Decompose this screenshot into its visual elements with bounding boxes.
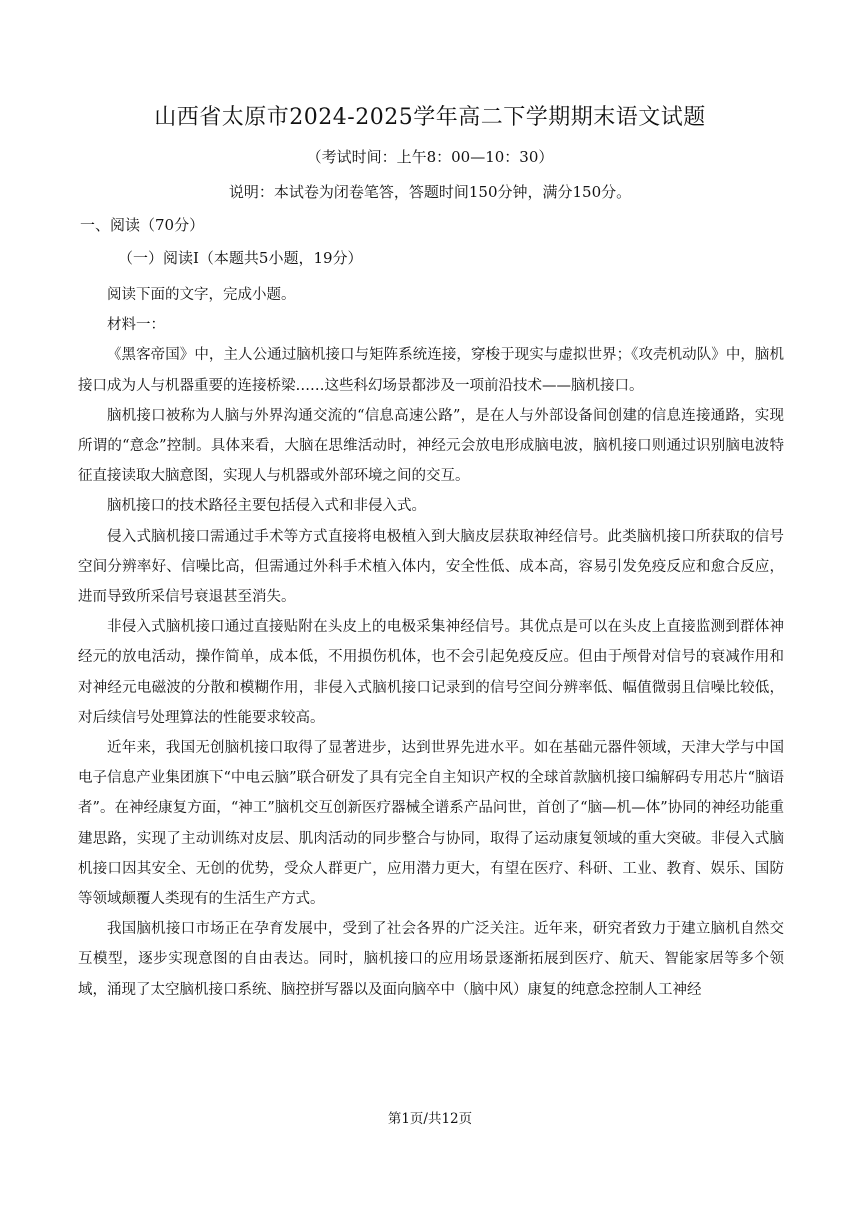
material-label: 材料一： xyxy=(107,317,165,334)
subsection-heading: （一）阅读Ⅰ（本题共5小题，19分） xyxy=(118,249,363,267)
instruction-paragraph: 阅读下面的文字，完成小题。 xyxy=(107,287,296,303)
passage-paragraph: 近年来，我国无创脑机接口取得了显著进步，达到世界先进水平。如在基础元器件领域，天津大学与中国电子信息产业集团旗下“中电云脑”联合研发了具有完全自主知识产权的全球首款脑机接口编解码专用芯片“脑语者”。在神经康复方面，“神工”脑机交互创新医疗器械全谱系产品问世，首创了“脑—机—体”协同的神经功能重建思路，实现了主动训练对皮层、肌肉活动的同步整合与协同，取得了运动康复领域的重大突破。非侵入式脑机接口因其安全、无创的优势，受众人群更广，应用潜力更大，有望在医疗、科研、工业、教育、娱乐、国防等领域颠覆人类现有的生活生产方式。 xyxy=(78,740,784,908)
passage-paragraph: 脑机接口的技术路径主要包括侵入式和非侵入式。 xyxy=(107,498,426,515)
passage-paragraph: 脑机接口被称为人脑与外界沟通交流的“信息高速公路”，是在人与外部设备间创建的信息连接通路，实现所谓的“意念”控制。具体来看，大脑在思维活动时，神经元会放电形成脑电波，脑机接口则通过识别脑电波特征直接读取大脑意图，实现人与机器或外部环境之间的交互。 xyxy=(78,407,784,485)
passage-paragraph: 我国脑机接口市场正在孕育发展中，受到了社会各界的广泛关注。近年来，研究者致力于建立脑机自然交互模型，逐步实现意图的自由表达。同时，脑机接口的应用场景逐渐拓展到医疗、航天、智能家居等多个领域，涌现了太空脑机接口系统、脑控拼写器以及面向脑卒中（脑中风）康复的纯意念控制人工神经 xyxy=(78,921,784,998)
reading-passage xyxy=(78,280,784,1005)
passage-paragraph: 侵入式脑机接口需通过手术等方式直接将电极植入到大脑皮层获取神经信号。此类脑机接口所获取的信号空间分辨率好、信噪比高，但需通过外科手术植入体内，安全性低、成本高，容易引发免疫反应和愈合反应，进而导致所采信号衰退甚至消失。 xyxy=(78,528,784,606)
passage-paragraph: 《黑客帝国》中，主人公通过脑机接口与矩阵系统连接，穿梭于现实与虚拟世界；《攻壳机动队》中，脑机接口成为人与机器重要的连接桥梁……这些科幻场景都涉及一项前沿技术——脑机接口。 xyxy=(78,347,784,394)
passage-paragraph: 非侵入式脑机接口通过直接贴附在头皮上的电极采集神经信号。其优点是可以在头皮上直接监测到群体神经元的放电活动，操作简单，成本低，不用损伤机体，也不会引起免疫反应。但由于颅骨对信号的衰减作用和对神经元电磁波的分散和模糊作用，非侵入式脑机接口记录到的信号空间分辨率低、幅值微弱且信噪比较低，对后续信号处理算法的性能要求较高。 xyxy=(78,619,784,726)
exam-time: （考试时间：上午8：00—10：30） xyxy=(306,148,554,166)
section-heading: 一、阅读（70分） xyxy=(80,216,205,234)
exam-instructions: 说明：本试卷为闭卷笔答，答题时间150分钟，满分150分。 xyxy=(228,183,632,201)
exam-title: 山西省太原市2024-2025学年高二下学期期末语文试题 xyxy=(154,105,706,130)
page-number: 第1页/共12页 xyxy=(387,1111,473,1127)
